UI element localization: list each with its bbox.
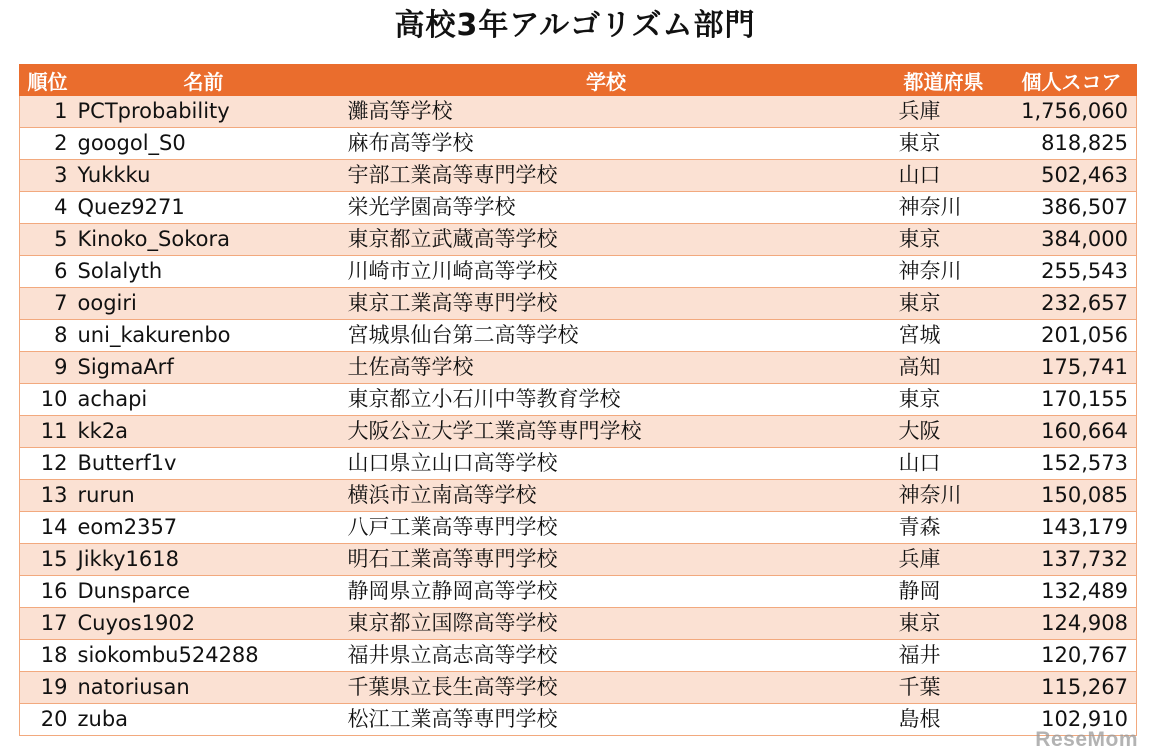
rank-cell: 7 <box>20 288 76 320</box>
name-cell: Yukkku <box>76 160 332 192</box>
rank-cell: 2 <box>20 128 76 160</box>
table-row <box>20 192 1137 224</box>
name-cell: achapi <box>76 384 332 416</box>
name-cell: oogiri <box>76 288 332 320</box>
rank-cell: 8 <box>20 320 76 352</box>
prefecture-cell: 宮城 <box>881 320 1007 352</box>
name-cell: zuba <box>76 704 332 736</box>
score-cell: 175,741 <box>1007 352 1137 384</box>
rank-cell: 11 <box>20 416 76 448</box>
prefecture-cell: 東京 <box>881 288 1007 320</box>
score-cell: 132,489 <box>1007 576 1137 608</box>
prefecture-cell: 東京 <box>881 128 1007 160</box>
column-header-score: 個人スコア <box>1007 65 1137 96</box>
table-row <box>20 640 1137 672</box>
table-row <box>20 512 1137 544</box>
school-cell: 土佐高等学校 <box>332 352 881 384</box>
name-cell: Quez9271 <box>76 192 332 224</box>
rank-cell: 13 <box>20 480 76 512</box>
table-row <box>20 352 1137 384</box>
prefecture-cell: 東京 <box>881 608 1007 640</box>
rank-cell: 14 <box>20 512 76 544</box>
name-cell: SigmaArf <box>76 352 332 384</box>
page-title: 高校3年アルゴリズム部門 <box>394 8 756 43</box>
school-cell: 東京都立武蔵高等学校 <box>332 224 881 256</box>
score-cell: 102,910 <box>1007 704 1137 736</box>
table-row <box>20 256 1137 288</box>
school-cell: 静岡県立静岡高等学校 <box>332 576 881 608</box>
header-row <box>20 65 1137 96</box>
rank-cell: 9 <box>20 352 76 384</box>
table-row <box>20 480 1137 512</box>
score-cell: 502,463 <box>1007 160 1137 192</box>
school-cell: 東京都立小石川中等教育学校 <box>332 384 881 416</box>
name-cell: googol_S0 <box>76 128 332 160</box>
name-cell: Jikky1618 <box>76 544 332 576</box>
rank-cell: 17 <box>20 608 76 640</box>
prefecture-cell: 兵庫 <box>881 96 1007 128</box>
rank-cell: 16 <box>20 576 76 608</box>
name-cell: uni_kakurenbo <box>76 320 332 352</box>
score-cell: 137,732 <box>1007 544 1137 576</box>
school-cell: 明石工業高等専門学校 <box>332 544 881 576</box>
rank-cell: 5 <box>20 224 76 256</box>
score-cell: 255,543 <box>1007 256 1137 288</box>
column-header-rank: 順位 <box>20 65 76 96</box>
score-cell: 384,000 <box>1007 224 1137 256</box>
table-row <box>20 320 1137 352</box>
name-cell: natoriusan <box>76 672 332 704</box>
column-header-school: 学校 <box>332 65 881 96</box>
school-cell: 東京都立国際高等学校 <box>332 608 881 640</box>
rank-cell: 10 <box>20 384 76 416</box>
name-cell: kk2a <box>76 416 332 448</box>
prefecture-cell: 大阪 <box>881 416 1007 448</box>
score-cell: 152,573 <box>1007 448 1137 480</box>
name-cell: rurun <box>76 480 332 512</box>
table-row <box>20 448 1137 480</box>
school-cell: 千葉県立長生高等学校 <box>332 672 881 704</box>
school-cell: 川崎市立川崎高等学校 <box>332 256 881 288</box>
school-cell: 宇部工業高等専門学校 <box>332 160 881 192</box>
score-cell: 170,155 <box>1007 384 1137 416</box>
prefecture-cell: 兵庫 <box>881 544 1007 576</box>
prefecture-cell: 神奈川 <box>881 256 1007 288</box>
table-row <box>20 608 1137 640</box>
table-row <box>20 384 1137 416</box>
school-cell: 大阪公立大学工業高等専門学校 <box>332 416 881 448</box>
prefecture-cell: 東京 <box>881 224 1007 256</box>
rank-cell: 20 <box>20 704 76 736</box>
table-body <box>20 96 1137 736</box>
score-cell: 232,657 <box>1007 288 1137 320</box>
school-cell: 灘高等学校 <box>332 96 881 128</box>
school-cell: 横浜市立南高等学校 <box>332 480 881 512</box>
score-cell: 818,825 <box>1007 128 1137 160</box>
prefecture-cell: 静岡 <box>881 576 1007 608</box>
column-header-name: 名前 <box>76 65 332 96</box>
rank-cell: 19 <box>20 672 76 704</box>
prefecture-cell: 山口 <box>881 448 1007 480</box>
name-cell: eom2357 <box>76 512 332 544</box>
name-cell: Cuyos1902 <box>76 608 332 640</box>
table-row <box>20 128 1137 160</box>
prefecture-cell: 神奈川 <box>881 480 1007 512</box>
score-cell: 150,085 <box>1007 480 1137 512</box>
ranking-table <box>19 64 1137 736</box>
name-cell: PCTprobability <box>76 96 332 128</box>
rank-cell: 18 <box>20 640 76 672</box>
score-cell: 124,908 <box>1007 608 1137 640</box>
name-cell: Solalyth <box>76 256 332 288</box>
rank-cell: 4 <box>20 192 76 224</box>
prefecture-cell: 山口 <box>881 160 1007 192</box>
table-header <box>20 65 1137 96</box>
table-row <box>20 224 1137 256</box>
table-row <box>20 288 1137 320</box>
score-cell: 1,756,060 <box>1007 96 1137 128</box>
table-row <box>20 544 1137 576</box>
table-row <box>20 96 1137 128</box>
rank-cell: 12 <box>20 448 76 480</box>
school-cell: 栄光学園高等学校 <box>332 192 881 224</box>
table-row <box>20 416 1137 448</box>
school-cell: 麻布高等学校 <box>332 128 881 160</box>
prefecture-cell: 神奈川 <box>881 192 1007 224</box>
table-row <box>20 672 1137 704</box>
rank-cell: 15 <box>20 544 76 576</box>
school-cell: 福井県立高志高等学校 <box>332 640 881 672</box>
watermark-logo: ReseMom <box>1035 728 1138 751</box>
score-cell: 160,664 <box>1007 416 1137 448</box>
name-cell: siokombu524288 <box>76 640 332 672</box>
name-cell: Dunsparce <box>76 576 332 608</box>
prefecture-cell: 高知 <box>881 352 1007 384</box>
name-cell: Kinoko_Sokora <box>76 224 332 256</box>
table-row <box>20 704 1137 736</box>
school-cell: 八戸工業高等専門学校 <box>332 512 881 544</box>
rank-cell: 1 <box>20 96 76 128</box>
prefecture-cell: 千葉 <box>881 672 1007 704</box>
table-row <box>20 576 1137 608</box>
score-cell: 386,507 <box>1007 192 1137 224</box>
prefecture-cell: 福井 <box>881 640 1007 672</box>
school-cell: 東京工業高等専門学校 <box>332 288 881 320</box>
rank-cell: 6 <box>20 256 76 288</box>
rank-cell: 3 <box>20 160 76 192</box>
score-cell: 201,056 <box>1007 320 1137 352</box>
column-header-prefecture: 都道府県 <box>881 65 1007 96</box>
table-row <box>20 160 1137 192</box>
name-cell: Butterf1v <box>76 448 332 480</box>
school-cell: 宮城県仙台第二高等学校 <box>332 320 881 352</box>
score-cell: 143,179 <box>1007 512 1137 544</box>
prefecture-cell: 青森 <box>881 512 1007 544</box>
score-cell: 120,767 <box>1007 640 1137 672</box>
score-cell: 115,267 <box>1007 672 1137 704</box>
school-cell: 山口県立山口高等学校 <box>332 448 881 480</box>
school-cell: 松江工業高等専門学校 <box>332 704 881 736</box>
prefecture-cell: 島根 <box>881 704 1007 736</box>
prefecture-cell: 東京 <box>881 384 1007 416</box>
